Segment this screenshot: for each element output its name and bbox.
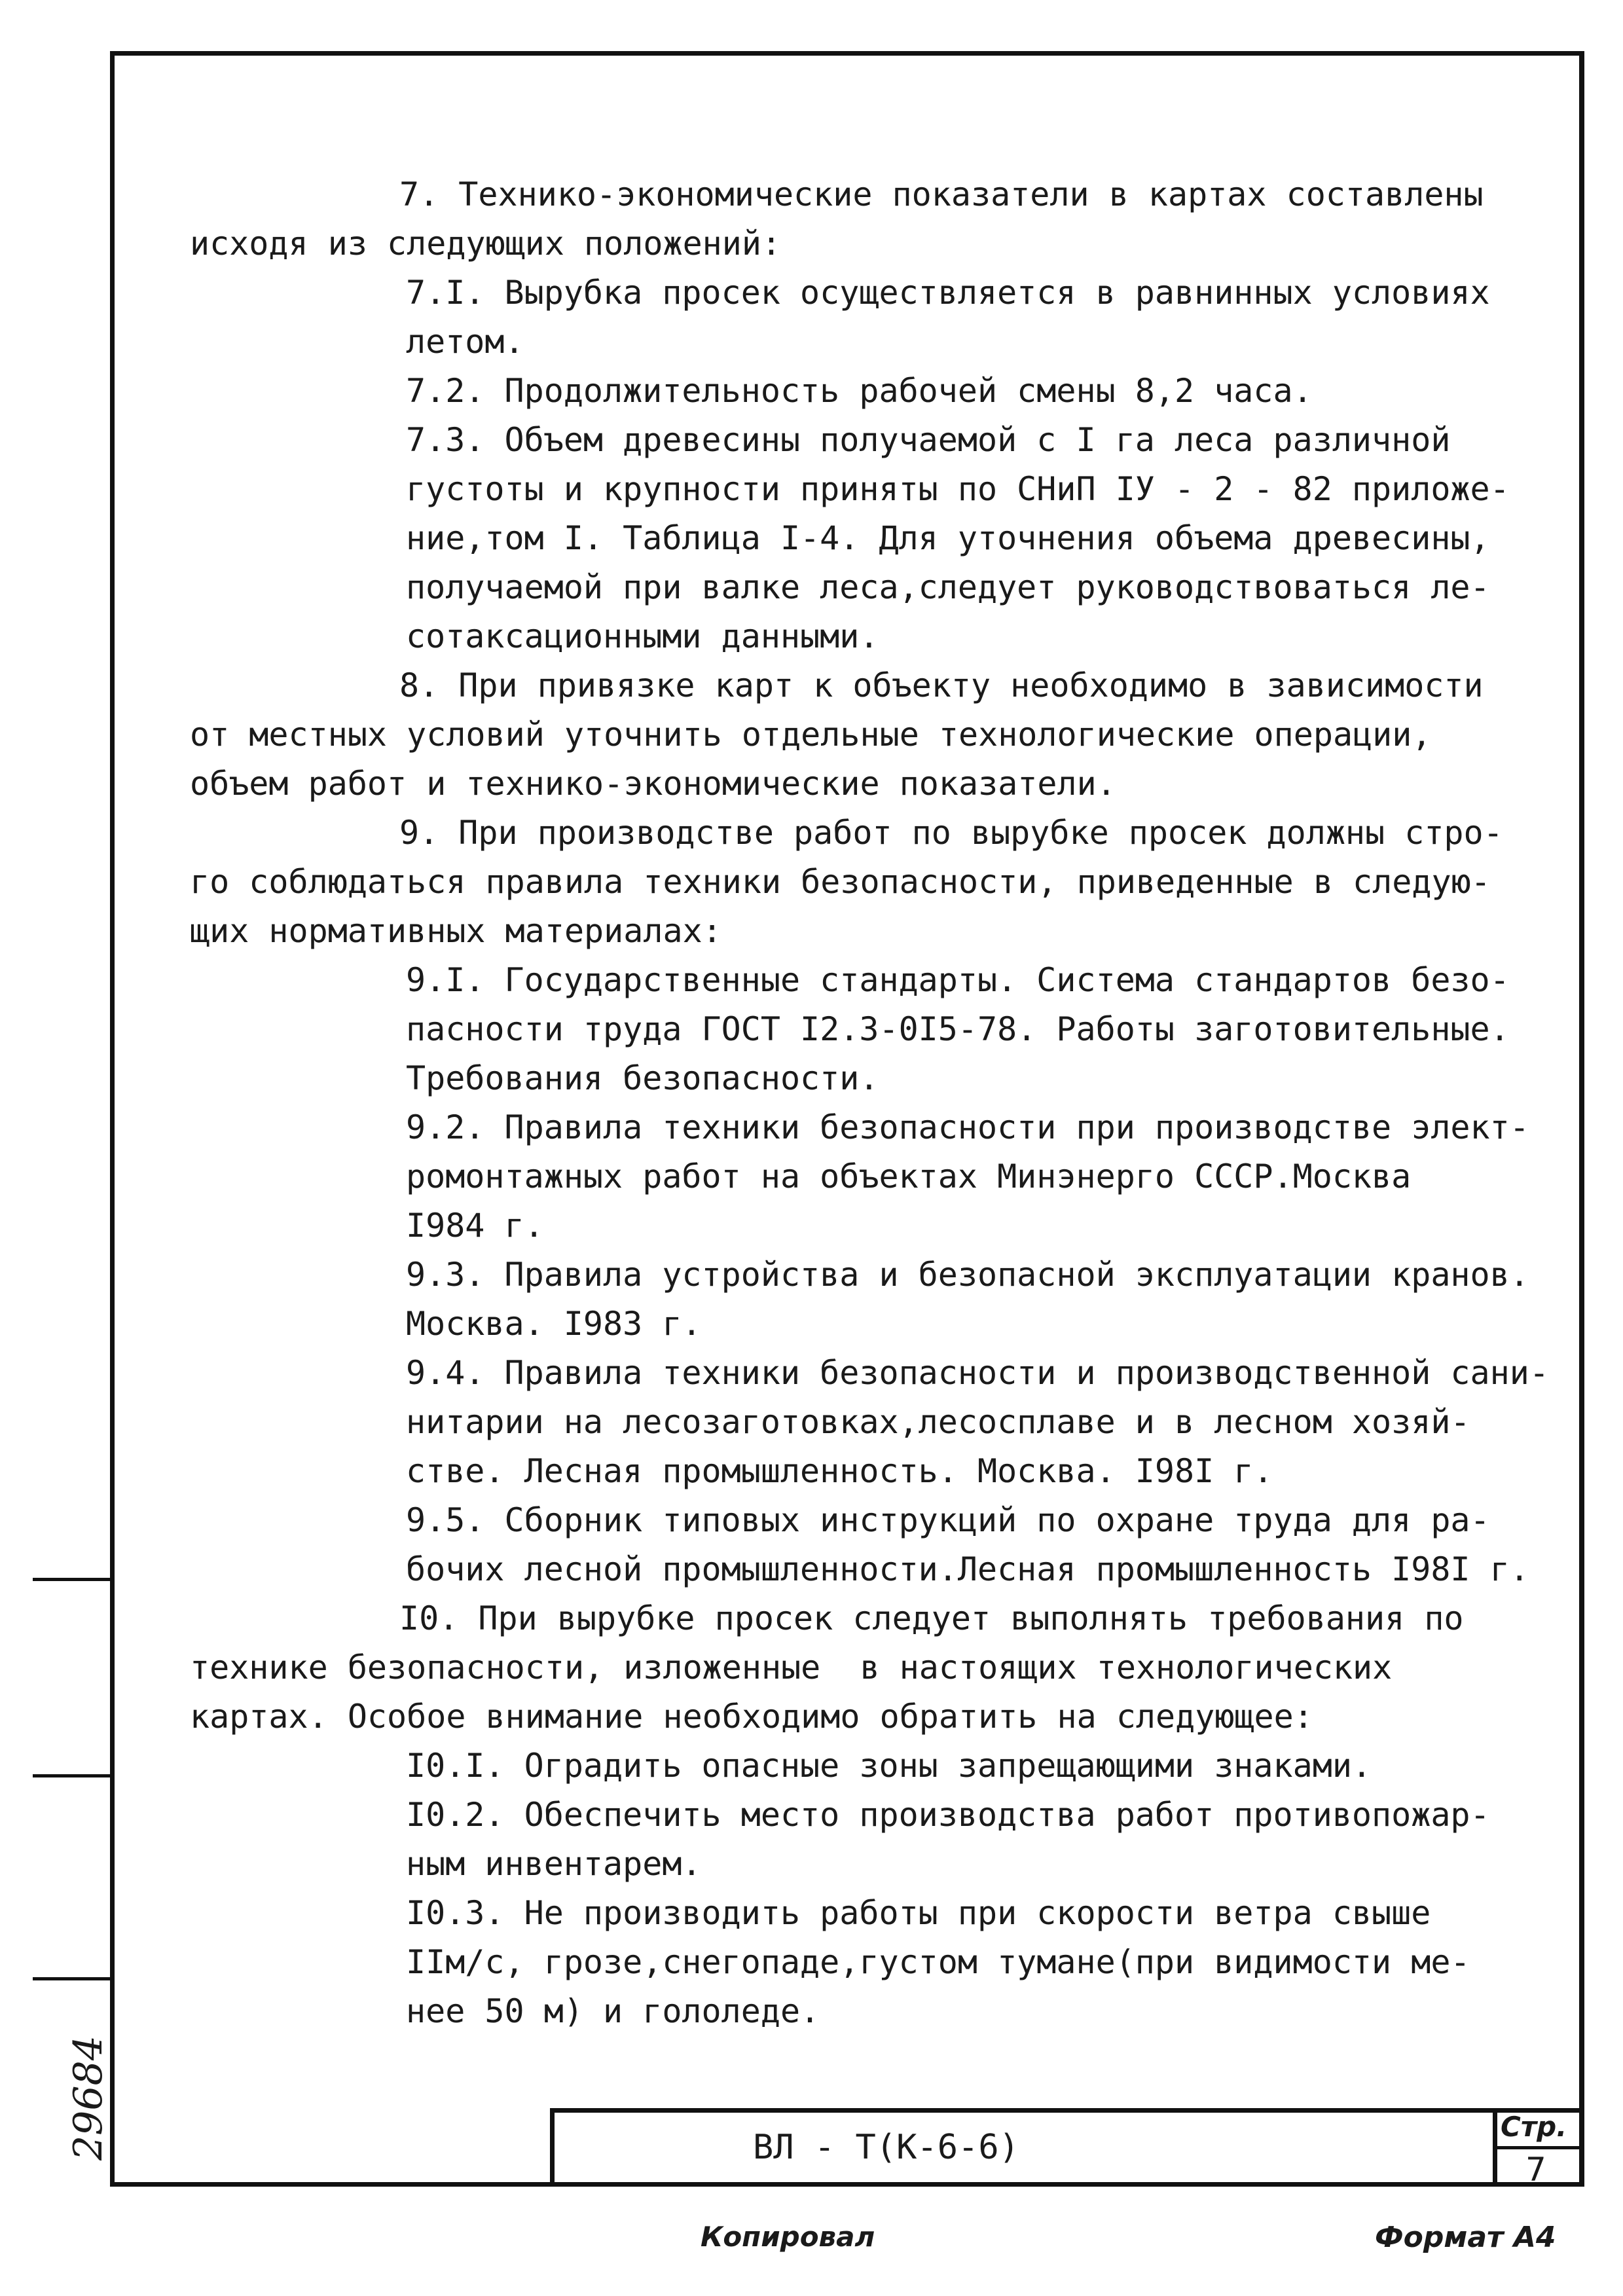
text-line: го соблюдаться правила техники безопасности, приведенные в следую- [190, 863, 1491, 901]
text-line: нитарии на лесозаготовках,лесосплаве и в лесном хозяй- [406, 1403, 1470, 1441]
text-line: 7.3. Объем древесины получаемой с I га леса различной [406, 421, 1451, 459]
text-line: нее 50 м) и гололеде. [406, 1992, 820, 2030]
text-line: I984 г. [406, 1207, 544, 1245]
document-body [190, 170, 1552, 2036]
text-line: IIм/с, грозе,снегопаде,густом тумане(при видимости ме- [406, 1943, 1470, 1981]
text-line: стве. Лесная промышленность. Москва. I98I г. [406, 1452, 1273, 1490]
text-line: бочих лесной промышленности.Лесная промышленность I98I г. [406, 1550, 1529, 1588]
text-line: технике безопасности, изложенные в настоящих технологических [190, 1649, 1393, 1686]
text-line: 7.2. Продолжительность рабочей смены 8,2 часа. [406, 372, 1313, 410]
stamp-divider [33, 1977, 110, 1980]
text-line: I0.3. Не производить работы при скорости ветра свыше [406, 1894, 1431, 1932]
text-line: 9.3. Правила устройства и безопасной эксплуатации кранов. [406, 1256, 1529, 1294]
text-line: 7. Технико-экономические показатели в картах составлены [399, 175, 1484, 213]
text-line: от местных условий уточнить отдельные технологические операции, [190, 716, 1432, 754]
text-line: объем работ и технико-экономические показатели. [190, 765, 1116, 803]
text-line: 9. При производстве работ по вырубке просек должны стро- [399, 814, 1503, 852]
text-line: ние,том I. Таблица I-4. Для уточнения объема древесины, [406, 519, 1490, 557]
stamp-divider [33, 1774, 110, 1777]
footer-copied-by: Копировал [701, 2221, 875, 2253]
text-line: щих нормативных материалах: [190, 912, 722, 950]
text-line: I0.2. Обеспечить место производства работ противопожар- [406, 1796, 1490, 1834]
handwritten-inventory-number: 29684 [65, 2035, 111, 2160]
text-line: I0.I. Оградить опасные зоны запрещающими знаками. [406, 1747, 1372, 1785]
title-block [550, 2108, 1584, 2187]
text-line: I0. При вырубке просек следует выполнять требования по [399, 1599, 1464, 1637]
text-line: густоты и крупности приняты по СНиП IУ - 2 - 82 приложе- [406, 470, 1510, 508]
text-line: картах. Особое внимание необходимо обратить на следующее: [190, 1698, 1313, 1736]
text-line: пасности труда ГОСТ I2.3-0I5-78. Работы заготовительные. [406, 1010, 1510, 1048]
text-line: Требования безопасности. [406, 1059, 879, 1097]
text-line: 8. При привязке карт к объекту необходимо в зависимости [399, 666, 1484, 704]
text-line: получаемой при валке леса,следует руководствоваться ле- [406, 568, 1490, 606]
text-line: сотаксационными данными. [406, 617, 879, 655]
document-code: ВЛ - Т(К-6-6) [753, 2128, 1019, 2167]
text-line: ным инвентарем. [406, 1845, 702, 1883]
text-line: ромонтажных работ на объектах Минэнерго СССР.Москва [406, 1157, 1412, 1195]
text-line: 7.I. Вырубка просек осуществляется в равнинных условиях [406, 274, 1490, 312]
text-line: 9.I. Государственные стандарты. Система стандартов безо- [406, 961, 1510, 999]
text-line: 9.2. Правила техники безопасности при производстве элект- [406, 1108, 1529, 1146]
sheet-divider [1493, 2146, 1584, 2149]
sheet-label: Стр. [1501, 2111, 1567, 2143]
text-line: 9.5. Сборник типовых инструкций по охране труда для ра- [406, 1501, 1490, 1539]
text-line: исходя из следующих положений: [190, 225, 782, 263]
text-line: 9.4. Правила техники безопасности и производственной сани- [406, 1354, 1549, 1392]
sheet-number: 7 [1525, 2151, 1546, 2189]
footer-format: Формат А4 [1375, 2221, 1556, 2254]
text-line: Москва. I983 г. [406, 1305, 702, 1343]
text-line: летом. [406, 323, 524, 361]
